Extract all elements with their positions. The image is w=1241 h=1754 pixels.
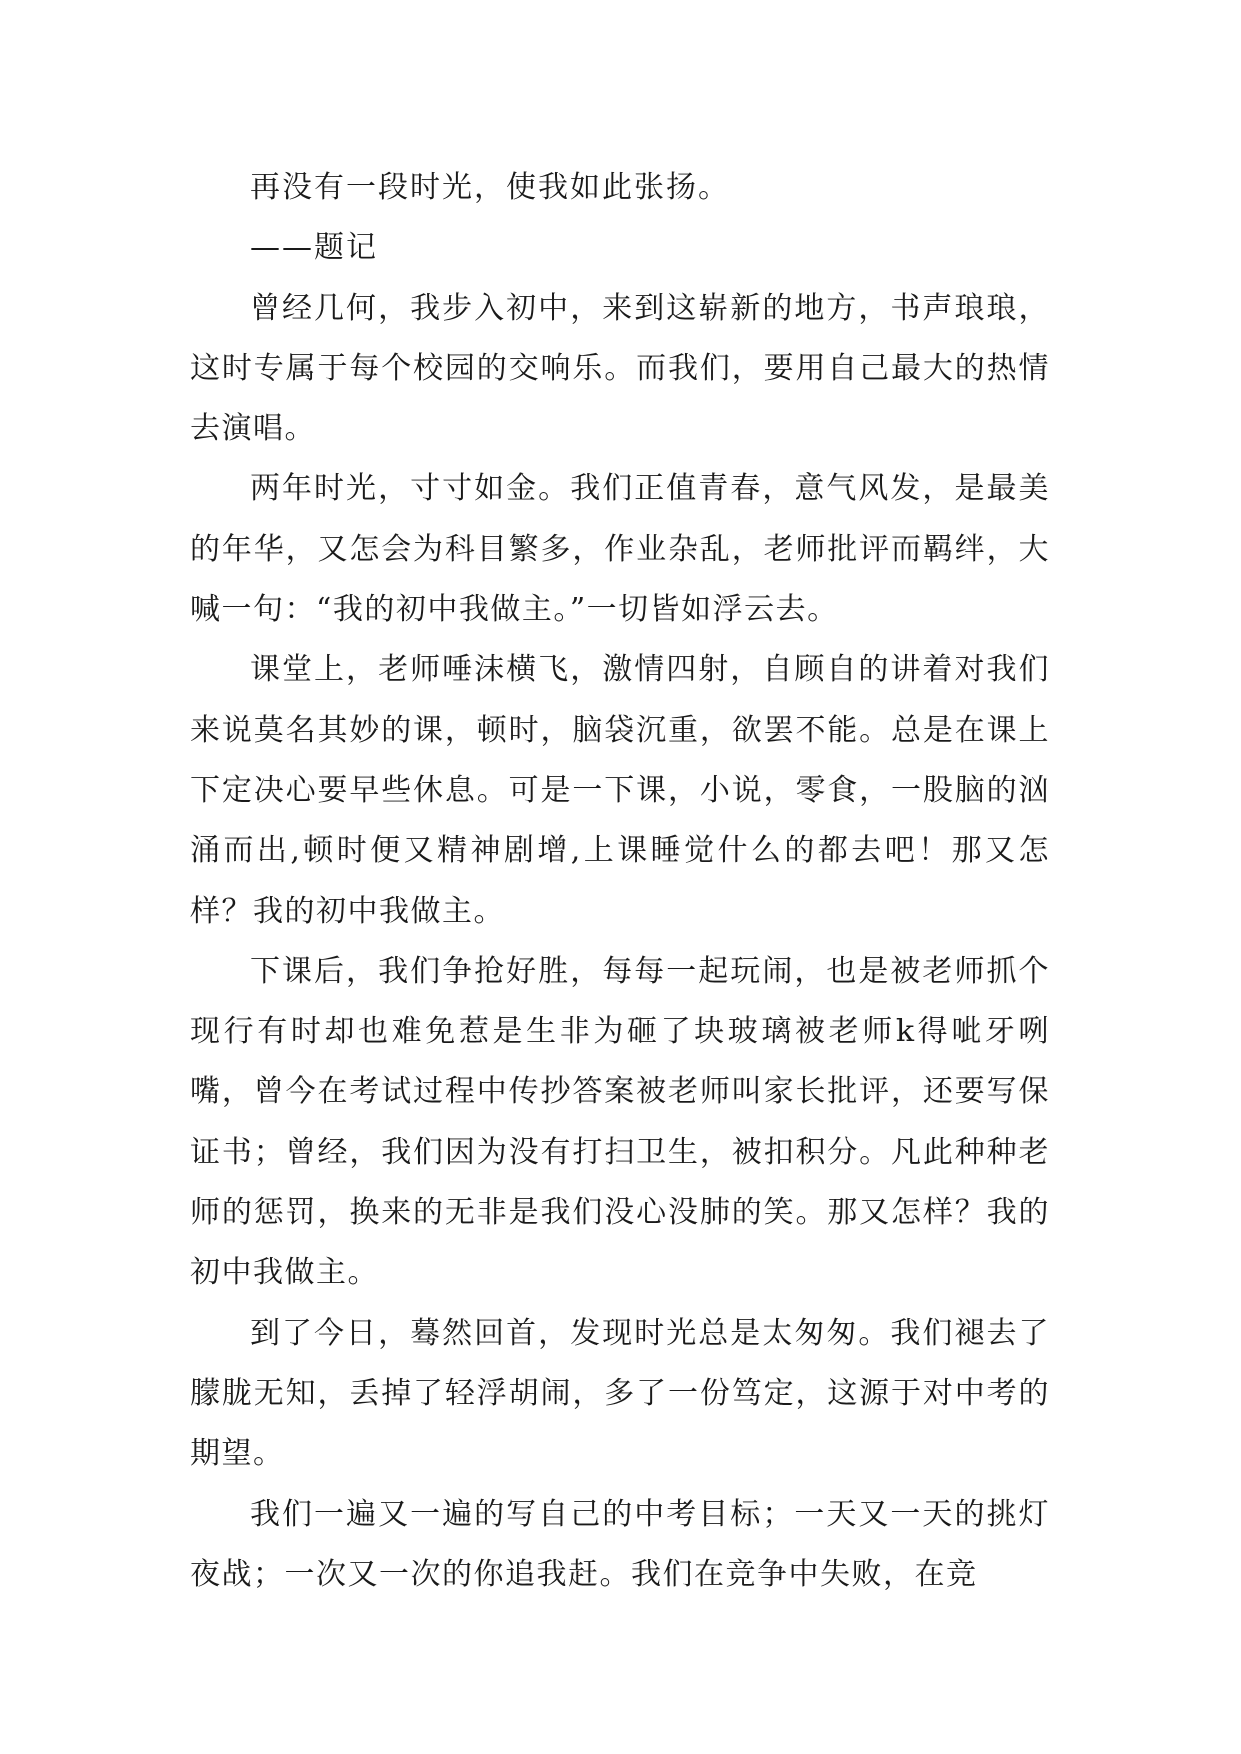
paragraph: 我们一遍又一遍的写自己的中考目标；一天又一天的挑灯夜战；一次又一次的你追我赶。我们在竞争中失败，在竞 bbox=[190, 1496, 1050, 1592]
paragraph: 曾经几何，我步入初中，来到这崭新的地方，书声琅琅，这时专属于每个校园的交响乐。而我们，要用自己最大的热情去演唱。 bbox=[190, 290, 1050, 447]
paragraph: 两年时光，寸寸如金。我们正值青春，意气风发，是最美的年华，又怎会为科目繁多，作业杂乱，老师批评而羁绊，大喊一句：“我的初中我做主。”一切皆如浮云去。 bbox=[190, 471, 1050, 628]
epigraph-attribution: ——题记 bbox=[250, 230, 378, 266]
paragraph: 到了今日，蓦然回首，发现时光总是太匆匆。我们褪去了朦胧无知，丢掉了轻浮胡闹，多了一份笃定，这源于对中考的期望。 bbox=[190, 1315, 1050, 1472]
essay-body bbox=[190, 158, 1050, 1605]
paragraph: 下课后，我们争抢好胜，每每一起玩闹，也是被老师抓个现行有时却也难免惹是生非为砸了块玻璃被老师k得呲牙咧嘴，曾今在考试过程中传抄答案被老师叫家长批评，还要写保证书；曾经，我们因为没有打扫卫生，被扣积分。凡此种种老师的惩罚，换来的无非是我们没心没肺的笑。那又怎样？我的初中我做主。 bbox=[190, 953, 1050, 1291]
paragraph: 课堂上，老师唾沫横飞，激情四射，自顾自的讲着对我们来说莫名其妙的课，顿时，脑袋沉重，欲罢不能。总是在课上下定决心要早些休息。可是一下课，小说，零食，一股脑的汹涌而出,顿时便又精神剧增,上课睡觉什么的都去吧！那又怎样？我的初中我做主。 bbox=[190, 652, 1050, 929]
epigraph: 再没有一段时光，使我如此张扬。 bbox=[250, 170, 730, 205]
